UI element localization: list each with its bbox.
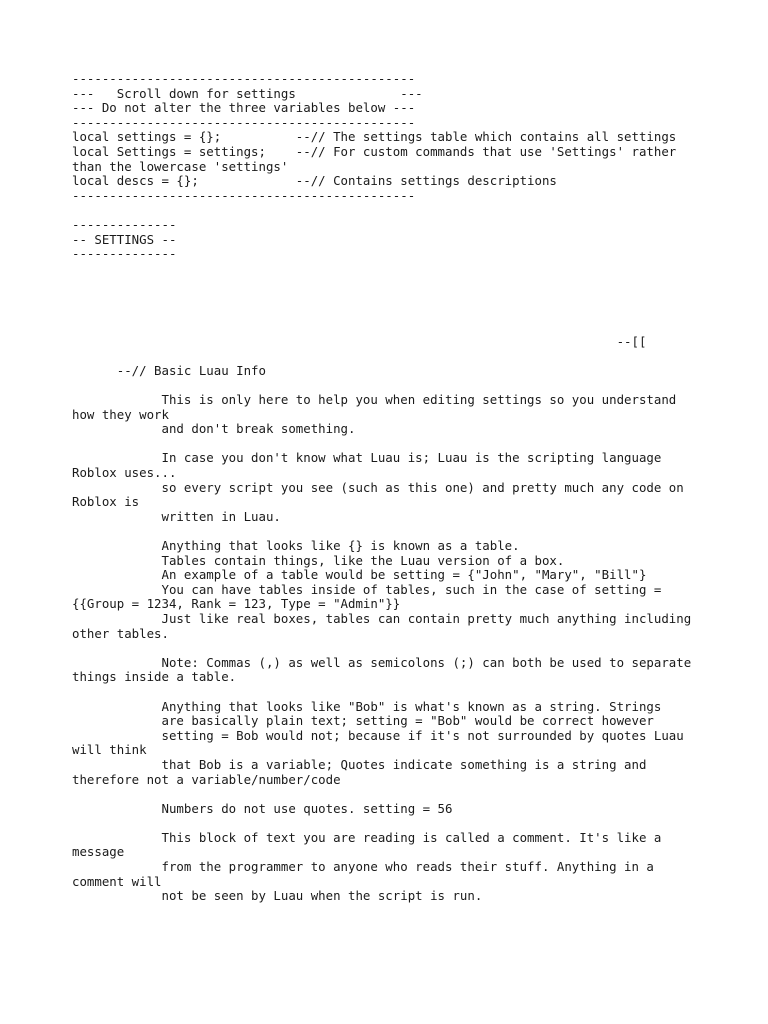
header-line-scroll: --- Scroll down for settings --- [72, 85, 423, 101]
code-line-settings-alias: local Settings = settings; --// For custom commands that use 'Settings' rather [72, 143, 677, 159]
settings-banner-title: -- SETTINGS -- [72, 231, 177, 247]
separator-line: ---------------------------------------------- [72, 187, 416, 203]
section-heading-basic-luau-info: --// Basic Luau Info [72, 362, 266, 378]
comment-text-line: Anything that looks like {} is known as a table. [72, 538, 520, 553]
comment-text-line: Numbers do not use quotes. setting = 56 [72, 800, 453, 816]
comment-text-line: will think [72, 742, 147, 758]
comment-text-line: and don't break something. [72, 421, 356, 437]
comment-text-line: are basically plain text; setting = "Bob" would be correct however [72, 713, 654, 729]
comment-text-line: message [72, 844, 125, 860]
comment-text-line: You can have tables inside of tables, such in the case of setting = [72, 581, 662, 597]
comment-text-line: Tables contain things, like the Luau version of a box. [72, 552, 565, 568]
comment-text-line: Roblox uses... [72, 465, 177, 481]
blank-line [72, 276, 696, 291]
comment-text-line: Just like real boxes, tables can contain pretty much anything including [72, 610, 692, 626]
blank-line [72, 816, 696, 831]
comment-text-line: other tables. [72, 625, 169, 641]
comment-text-line: setting = Bob would not; because if it's not surrounded by quotes Luau [72, 727, 684, 743]
comment-text-line: An example of a table would be setting = {"John", "Mary", "Bill"} [72, 567, 647, 583]
comment-text-line: written in Luau. [72, 508, 281, 524]
comment-text-line: that Bob is a variable; Quotes indicate something is a string and [72, 756, 647, 772]
comment-text-line: from the programmer to anyone who reads their stuff. Anything in a [72, 859, 654, 875]
comment-text-line: Note: Commas (,) as well as semicolons (;) can both be used to separate [72, 654, 692, 670]
code-text-body [72, 72, 696, 904]
code-line-wrap: than the lowercase 'settings' [72, 158, 289, 174]
blank-line [72, 320, 696, 335]
comment-text-line: This is only here to help you when editing settings so you understand [72, 392, 677, 408]
blank-line [72, 685, 696, 700]
header-line-do-not-alter: --- Do not alter the three variables below --- [72, 100, 416, 116]
separator-line: ---------------------------------------------- [72, 71, 416, 86]
settings-banner-border: -------------- [72, 216, 177, 232]
blank-line [72, 524, 696, 539]
blank-line [72, 437, 696, 452]
comment-text-line: not be seen by Luau when the script is run. [72, 888, 483, 904]
code-line-settings: local settings = {}; --// The settings table which contains all settings [72, 129, 677, 145]
blank-line [72, 349, 696, 364]
blank-line [72, 262, 696, 277]
comment-text-line: This block of text you are reading is called a comment. It's like a [72, 829, 662, 845]
blank-line [72, 787, 696, 802]
blank-line [72, 203, 696, 218]
blank-line [72, 306, 696, 321]
blank-line [72, 378, 696, 393]
comment-text-line: things inside a table. [72, 669, 237, 685]
blank-line [72, 641, 696, 656]
blank-line [72, 291, 696, 306]
comment-text-line: Anything that looks like "Bob" is what's known as a string. Strings [72, 698, 662, 714]
comment-text-line: In case you don't know what Luau is; Luau is the scripting language [72, 450, 662, 466]
comment-text-line: {{Group = 1234, Rank = 123, Type = "Admin"}} [72, 596, 401, 612]
comment-text-line: how they work [72, 406, 169, 422]
comment-text-line: so every script you see (such as this one) and pretty much any code on [72, 479, 684, 495]
separator-line: ---------------------------------------------- [72, 114, 416, 130]
comment-text-line: therefore not a variable/number/code [72, 771, 341, 787]
code-line-descs: local descs = {}; --// Contains settings descriptions [72, 173, 557, 189]
comment-block-open: --[[ [72, 333, 647, 349]
settings-banner-border: -------------- [72, 246, 177, 262]
comment-text-line: comment will [72, 873, 162, 889]
comment-text-line: Roblox is [72, 494, 140, 510]
